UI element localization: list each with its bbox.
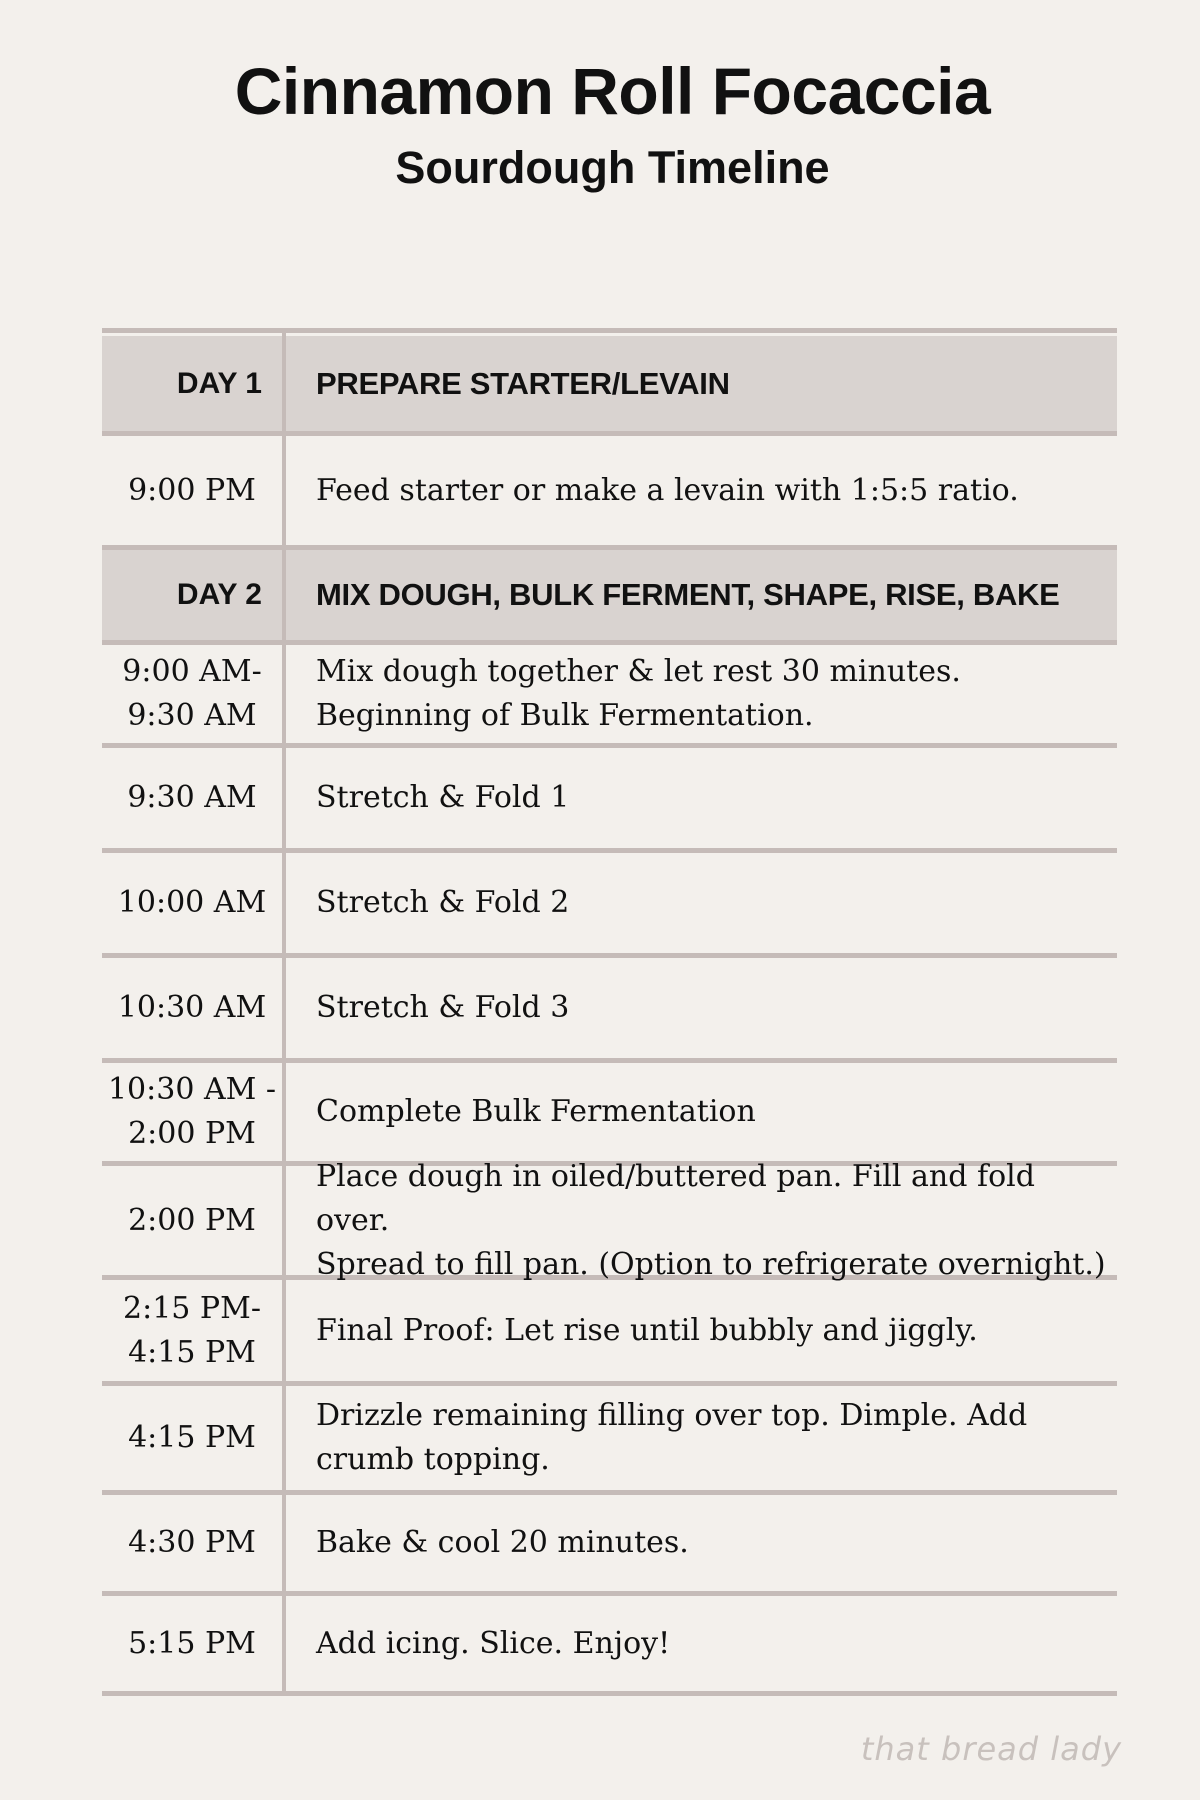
row-time: 2:15 PM- 4:15 PM (123, 1290, 261, 1370)
table-bottom-border (102, 1691, 1117, 1696)
row-task: Drizzle remaining filling over top. Dimple. Add crumb topping. (316, 1398, 1028, 1477)
table-row (102, 645, 1117, 743)
row-task: Bake & cool 20 minutes. (316, 1525, 689, 1560)
row-divider (102, 545, 1117, 550)
row-task: Stretch & Fold 1 (316, 780, 570, 815)
row-divider (102, 431, 1117, 436)
table-row (102, 958, 1117, 1058)
watermark-logo: that bread lady (860, 1730, 1122, 1768)
table-row (102, 436, 1117, 546)
day2-label: DAY 2 (176, 578, 262, 611)
row-task: Mix dough together & let rest 30 minutes. Beginning of Bulk Fermentation. (316, 654, 961, 733)
table-top-border (102, 328, 1117, 333)
table-row (102, 853, 1117, 953)
row-time: 9:30 AM (127, 780, 257, 815)
page-subtitle: Sourdough Timeline (395, 142, 830, 193)
row-task: Place dough in oiled/buttered pan. Fill and fold over. Spread to fill pan. (Option to refrigerate overnight.) (316, 1158, 1106, 1282)
day2-header-row (102, 550, 1117, 640)
row-task: Stretch & Fold 3 (316, 990, 570, 1025)
row-time: 10:30 AM (117, 990, 267, 1025)
day1-header-row (102, 336, 1117, 431)
row-task: Feed starter or make a levain with 1:5:5 ratio. (316, 473, 1019, 508)
row-task: Complete Bulk Fermentation (316, 1094, 756, 1129)
table-row (102, 1280, 1117, 1381)
table-row (102, 748, 1117, 848)
row-task: Final Proof: Let rise until bubbly and jiggly. (316, 1312, 978, 1348)
day2-heading: MIX DOUGH, BULK FERMENT, SHAPE, RISE, BAKE (316, 577, 1060, 612)
page-title: Cinnamon Roll Focaccia (234, 54, 991, 128)
table-row (102, 1386, 1117, 1490)
row-time: 4:30 PM (128, 1525, 256, 1560)
day1-heading: PREPARE STARTER/LEVAIN (316, 365, 730, 401)
table-row (102, 1158, 1117, 1282)
row-task: Add icing. Slice. Enjoy! (316, 1625, 671, 1661)
row-time: 9:00 AM- 9:30 AM (122, 654, 262, 733)
row-time: 9:00 PM (128, 473, 256, 508)
row-time: 5:15 PM (128, 1625, 256, 1661)
table-row (102, 1063, 1117, 1161)
day1-label: DAY 1 (176, 366, 262, 400)
row-time: 4:15 PM (128, 1420, 256, 1455)
row-time: 10:00 AM (117, 885, 267, 920)
row-task: Stretch & Fold 2 (316, 885, 570, 920)
row-time: 10:30 AM - 2:00 PM (107, 1072, 277, 1151)
table-row (102, 1596, 1117, 1691)
timeline-table (102, 328, 1117, 1696)
table-row (102, 1495, 1117, 1591)
row-time: 2:00 PM (128, 1202, 256, 1238)
